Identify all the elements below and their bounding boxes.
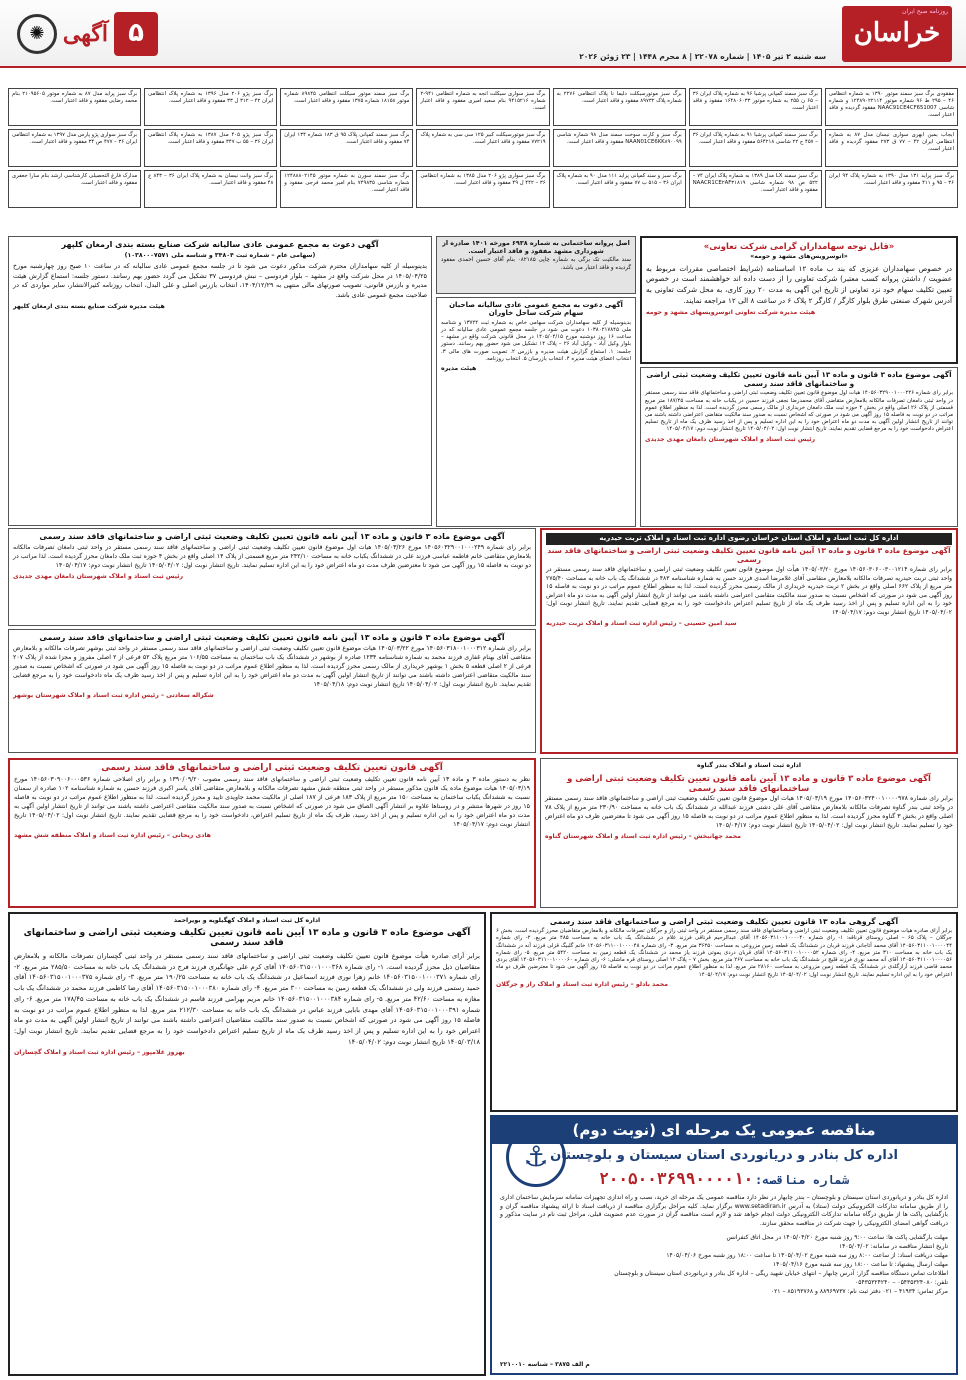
tender-number: ۲۰۰۵۰۰۳۶۹۹۰۰۰۰۱۰ [599,1168,754,1188]
sanaye-meeting-ad [8,236,432,526]
damghan-ad-2 [8,528,536,626]
mashhad6-column [8,758,536,911]
heydarieh-ad-header: اداره کل ثبت اسناد و املاک استان خراسان رضوی اداره ثبت اسناد و املاک تربت حیدریه [546,533,952,545]
lost-permit-title: اصل پروانه ساختمانی به شماره ۶۹۳۸ مورخه ۱۴۰۱ صادره از شهرداری مشهد مفقود و فاقد اعتبار است. [442,239,630,255]
small-ad: برگ سبز موتورسیکلت کبیر ۱۲۵ سی سی به شماره پلاک ۷۷۲۱۹ مفقود و فاقد اعتبار است. [416,129,549,167]
tender-item: تاریخ انتشار مناقصه در سامانه: ۱۴۰۵/۰۴/۰۲ [838,1243,948,1251]
small-ad: برگ سبز سمند سورن به شماره موتور ۱۲۴۸۸۸۰۲۱۴۵ شماره شاسی ۷۴۹۸۳۵ بنام امیر محمد فرجی مفقود و فاقد اعتبار است. [280,170,413,208]
lost-permit-body: سند مالکیت تک برگی به شماره چاپی ۰۸۲۱۸۵ بنام آقای حسین احمدی مفقود گردیده و فاقد اعتبار می باشد. [441,257,631,272]
sahel-meeting-ad [436,297,636,527]
mashhad6-ad-title: آگهی قانون تعیین تکلیف وضعیت ثبتی اراضی و ساختمانهای فاقد سند رسمی [101,763,443,773]
damghan2-column [8,528,536,756]
tender-code: م الف ۳۸۷۵ – شناسه ۲۲۱۰۰۱۰ [500,1360,590,1368]
damghan-ad-1-body: برابر رای شماره ۱۴۰۵۶۰۳۲۹۰۰۱۰۰۰۲۲۶ هیات اول موضوع قانون تعیین تکلیف وضعیت ثبتی اراضی و ساختمانهای فاقد سند رسمی مستقر در واحد ثبتی دامغان تصرفات مالکانه بلامعارض متقاضی آقای محمدرضا نجفی فرزند حسین در یکباب خانه به مساحت ۱۸۷/۴۵ متر مربع قسمتی از پلاک ۲۶ اصلی واقع در بخش ۴ حوزه ثبت ملک دامغان خریداری از مالک رسمی محرز گردیده است. لذا به منظور اطلاع عموم مراتب در دو نوبت به فاصله ۱۵ روز آگهی می شود در صورتی که اشخاص نسبت به صدور سند مالکیت متقاضی اعتراضی داشته باشند می توانند از تاریخ انتشار اولین آگهی به مدت دو ماه اعتراض خود را به این اداره تسلیم و پس از اخذ رسید ظرف یک ماه از تاریخ تسلیم اعتراض دادخواست خود را به مرجع قضایی تقدیم نمایند. تاریخ انتشار نوبت اول: ۱۴۰۵/۰۴/۰۲ تاریخ انتشار نوبت دوم: ۱۴۰۵/۰۴/۱۷ [645,390,954,433]
gonaveh-ad-title: آگهی موضوع ماده ۳ قانون و ماده ۱۳ آیین نامه قانون تعیین تکلیف وضعیت ثبتی اراضی و ساختمانهای فاقد سند رسمی [567,772,931,793]
kohgiluyeh-ad-signature: بهروز غلامپور – رئیس اداره ثبت اسناد و املاک گچساران [14,1049,185,1057]
coop-ad-body: در خصوص سهامداران عزیزی که بند ب ماده ۱۲ اساسنامه (شرایط اختصاصی مقررات مربوط به عضویت / داشتن پروانه کسب معتبر) شرکت تعاونی را از دست داده اند خواهشمند است در خصوص تعیین تکلیف سهام خود نزد تعاونی از تاریخ این آگهی به مدت ۲۰ روز کاری، به محل شرکت تعاونی به آدرس شهرک صنعتی طرق بلوار کارگر / کارگر ۲ پلاک ۶ در ساعت ۸ الی ۱۲ مراجعه نمایند. [646,263,952,306]
anchor-icon: ⚓ [506,1127,566,1187]
tender-item: تلفن: ۰۵۴۳۵۳۲۴۰۸۰ – ۰۵۴۳۵۳۲۴۲۴۰ [855,1279,948,1287]
small-ad: مدارک فارغ التحصیلی کارشناسی ارشد بنام سارا جعفری مفقود و فاقد اعتبار است. [8,170,141,208]
tender-code-text: م الف ۳۸۷۵ [555,1360,590,1368]
kohgiluyeh-ad [8,912,486,1376]
emblem-icon: ✺ [17,14,57,54]
damghan-ad-2-signature: رئیس ثبت اسناد و املاک شهرستان دامغان مهدی جدیدی [13,572,184,580]
page-content [8,88,958,1376]
coop-ad-title: «قابل توجه سهامداران گرامی شرکت تعاونی» [703,241,895,251]
tender-title: مناقصه عمومی یک مرحله ای (نوبت دوم) [492,1117,956,1144]
small-ad: برگ سبز موتورسیکلت دلیما نا پلاک انتظامی ۲۲۷۶ به شماره پلاک ۸۹۷۳۲ مفقود و فاقد اعتبار است. [553,88,686,126]
small-ad: ایجاب یمین ابهری سواری نیسان مدل ۸۷ به شماره انتظامی ایران ۴۲ – ۷۷ ق ۲۷۳ مفقود گردیده و فاقد اعتبار است. [825,129,958,167]
issue-date-line: سه شنبه ۲ تیر ۱۴۰۵ | شماره ۲۲۰۷۸ | ۸ محرم ۱۴۴۸ | ۲۳ ژوئن ۲۰۲۶ [579,52,826,61]
tender-body: اداره کل بنادر و دریانوردی استان سیستان و بلوچستان – بندر چابهار در نظر دارد مناقصه عمومی یک مرحله ای خرید، نصب و راه اندازی تجهیزات سامانه سرمایش ساختمان اداری را از طریق سامانه تدارکات الکترونیکی دولت (ستاد) به آدرس www.setadiran.ir برگزار نماید. کلیه مراحل برگزاری مناقصه از دریافت اسناد تا ارائه پیشنهاد مناقصه گران و بازگشایی پاکت ها از طریق درگاه سامانه تدارکات الکترونیکی دولت انجام خواهد شد و لازم است مناقصه گران در صورت عدم عضویت قبلی، مراحل ثبت نام در سایت مذکور و دریافت گواهی امضای الکترونیکی را جهت شرکت در مناقصه محقق سازند. [499,1193,948,1228]
tender-item: اطلاعات تماس دستگاه مناقصه گزار: آدرس چابهار – انتهای خیابان شهید ریگی – اداره کل بنادر و دریانوردی استان سیستان و بلوچستان [614,1270,948,1278]
damghan-ad-2-body: برابر رای شماره ۱۴۰۵۶۰۳۲۹۰۰۱۰۰۰۲۴۹ مورخ ۱۴۰۵/۰۳/۲۶ هیات اول موضوع قانون تعیین تکلیف وضعیت ثبتی اراضی و ساختمانهای فاقد سند رسمی مستقر در واحد ثبتی دامغان تصرفات مالکانه بلامعارض متقاضی خانم فاطمه عباسی فرزند علی در ششدانگ یکباب خانه به مساحت ۲۴۲/۱۰ متر مربع قسمتی از پلاک ۱۴ اصلی واقع در بخش ۴ حوزه ثبت ملک دامغان محرز گردیده است. لذا مراتب در دو نوبت به فاصله ۱۵ روز آگهی می شود تا معترضین ظرف مدت دو ماه اعتراض خود را به این اداره تسلیم نمایند. تاریخ انتشار نوبت اول: ۱۴۰۵/۰۴/۰۲ تاریخ انتشار نوبت دوم: ۱۴۰۵/۰۴/۱۷ [13,543,531,569]
damghan-ad-1 [640,367,958,527]
sahel-meeting-body: بدینوسیله از کلیه سهامداران شرکت سهامی خاص به شماره ثبت ۱۳۷۲۴ و شناسه ملی ۱۰۳۸۰۲۱۷۸۴۵ دعوت می شود در جلسه مجمع عمومی عادی سالیانه که در ساعت ۱۶ روز دوشنبه مورخ ۱۴۰۵/۰۴/۱۵ در محل قانونی شرکت واقع در مشهد – بلوار وکیل آباد – وکیل آباد ۲۶ – پلاک ۱۴ تشکیل می شود حضور بهم رسانند. دستور جلسه: ۱. استماع گزارش هیئت مدیره و بازرس ۲. تصویب صورت های مالی ۳. انتخاب اعضای هیئت مدیره ۴. انتخاب بازرسان ۵. انتخاب روزنامه. [441,319,631,362]
razjargalan-column [490,912,958,1375]
tender-number-label: شماره مناقصه: [754,1172,849,1187]
section-label [8,12,158,56]
small-ad: برگ سبز وانت نیسان به شماره پلاک ایران ۳۶ – ۸۴۳ ع ۴۸ مفقود و فاقد اعتبار است. [144,170,277,208]
razjargalan-ad [490,912,958,1112]
bushehr-ad [8,629,536,753]
mashhad6-ad-signature: هادی ریحانی – رئیس اداره ثبت اسناد و املاک منطقه شش مشهد [14,831,211,839]
tender-id-text: شناسه ۲۲۱۰۰۱۰ [500,1360,548,1368]
lost-permit-ad [436,236,636,294]
kohgiluyeh-ad-header: اداره کل ثبت اسناد و املاک کهگیلویه و بویراحمد [173,917,321,924]
gonaveh-ad-body: برابر رای شماره ۱۴۰۵۶۰۳۲۴۰۰۱۰۰۰۰۹۷۸ مورخ ۱۴۰۵/۰۳/۱۹ هیات اول موضوع قانون تعیین تکلیف وضعیت ثبتی اراضی و ساختمانهای فاقد سند رسمی مستقر در واحد ثبتی بندر گناوه تصرفات مالکانه بلامعارض متقاضی آقای علی دشتی فرزند عبدالله در ششدانگ یک باب خانه به مساحت ۲۳۰/۹۰ متر مربع از پلاک ۷۸ اصلی واقع در بخش ۳ گناوه محرز گردیده است. لذا به منظور اطلاع عموم مراتب در دو نوبت به فاصله ۱۵ روز آگهی می شود تا معترضین ظرف دو ماه اعتراض خود را تسلیم نمایند. تاریخ انتشار نوبت اول: ۱۴۰۵/۰۴/۰۲ تاریخ انتشار نوبت دوم: ۱۴۰۵/۰۴/۱۷ [545,794,953,829]
tender-item: مهلت ارسال پیشنهاد: تا ساعت ۱۸:۰۰ روز سه شنبه مورخ ۱۴۰۵/۰۴/۱۶ [772,1261,948,1269]
small-ad: مفقودی برگ سبز سمند موتور ۱۳۹۰ به شماره انتظامی ۴۶ – ۲۹۵ ط ۹۶ شماره موتور ۱۲۴۸۹۰۲۲۱۱۴ و شماره شاسی NAAC91CE4CF651007 مفقود گردیده و فاقد اعتبار است. [825,88,958,126]
gonaveh-ad-header: اداره ثبت اسناد و املاک بندر گناوه [697,762,801,769]
small-ads-grid [8,88,958,208]
kohgiluyeh-ad-title: آگهی موضوع ماده ۳ قانون و ماده ۱۳ آیین نامه قانون تعیین تکلیف وضعیت ثبتی اراضی و ساختمانهای فاقد سند رسمی [23,927,471,949]
center-column [436,236,636,530]
gonabad-column [540,758,958,911]
sahel-meeting-signature: هیئت مدیره [441,365,477,373]
small-ad: برگ سبز و سند کمپانی پراید ۱۱۱ مدل ۹۰ به شماره پلاک ایران ۳۶ – ۵۱۵ ب ۷۷ مفقود و فاقد اعتبار است. [553,170,686,208]
kohgiluyeh-column [8,912,486,1379]
small-ad: برگ سبز پراید مدل ۸۷ به شماره موتور ۲۱۰۹۵۶۰۵ بنام محمد رضایی مفقود و فاقد اعتبار است. [8,88,141,126]
brand-subtitle: روزنامه صبح ایران [902,8,948,15]
small-ad: برگ سبز سمند LX مدل ۱۳۸۹ به شماره پلاک ایران ۷۴ – ۵۲۲ ص ۹۸ شماره شاسی NAACR1CE۲AF۳۱۸۱۹ مفقود و فاقد اعتبار است. [689,170,822,208]
small-ad: برگ سبز سمند کمپانی پلاک ۹۵ ق ۱۸۳ شماره ۱۳۴ ایران ۷۴ مفقود و فاقد اعتبار است. [280,129,413,167]
small-ad: برگ سبز و کارت سوخت سمند مدل ۹۸ شماره شاسی NAAN01CE6KK۸۹۰۰۹۹ مفقود و فاقد اعتبار است. [553,129,686,167]
tender-item: مهلت دریافت اسناد: از ساعت ۸:۰۰ روز سه شنبه مورخ ۱۴۰۵/۰۴/۰۲ تا ساعت ۱۸:۰۰ روز شنبه مورخ ۱۴۰۵/۰۴/۰۶ [666,1252,948,1260]
heydarieh-ad-signature: سید امین حسینی – رئیس اداره ثبت اسناد و املاک تربت حیدریه [546,619,737,627]
razjargalan-ad-title: آگهی گروهی ماده ۱۳ قانون تعیین تکلیف وضعیت ثبتی اراضی و ساختمانهای فاقد سند رسمی [549,917,899,926]
masthead [0,0,966,86]
gonaveh-ad [540,758,958,908]
brand-name: خراسان [853,18,941,49]
bushehr-ad-signature: شکراله سعادتی – رئیس اداره ثبت اسناد و املاک شهرستان بوشهر [13,691,214,699]
sahel-meeting-title: آگهی دعوت به مجمع عمومی عادی سالیانه صاحبان سهام شرکت ساحل خاوران [449,301,623,318]
razjargalan-ad-signature: محمد بادلو – رئیس اداره ثبت اسناد و املاک راز و جرگلان [496,980,669,988]
right-column [640,236,958,530]
heydarieh-ad [540,528,958,754]
small-ad: برگ سبز سمند موتور سیکلت انتظامی ۸۹۸۴۵ شماره موتور ۱۸۱۵۸ شماره ۱۳۷۵ مفقود و فاقد اعتبار است. [280,88,413,126]
bushehr-ad-body: برابر رای شماره ۱۴۰۵۶۰۳۱۸۰۰۱۰۰۰۳۱۲ مورخ ۱۴۰۵/۰۳/۲۲ هیات موضوع قانون تعیین تکلیف وضعیت ثبتی اراضی و ساختمانهای فاقد سند رسمی مستقر در واحد ثبتی بوشهر تصرفات مالکانه و بلامعارض متقاضی آقای بهنام غفاری فرزند محمد به شماره شناسنامه ۱۲۳۴ صادره از بوشهر در ششدانگ یک باب ساختمان به مساحت ۱۰۶/۵۵ متر مربع پلاک ۵۲ فرعی از ۲ اصلی مفروز و مجزا شده از پلاک ۲۰۷ فرعی از ۲ اصلی قطعه ۵ بخش ۱ بوشهر خریداری از مالک رسمی محرز گردیده است. لذا به منظور اطلاع عموم مراتب در دو نوبت به فاصله ۱۵ روز آگهی می شود در صورتی که اشخاص نسبت به صدور سند مالکیت متقاضی اعتراضی داشته باشند می توانند از تاریخ انتشار اولین آگهی به مدت دو ماه اعتراض خود را به این اداره تسلیم و پس از اخذ رسید ظرف یک ماه دادخواست خود را به مرجع قضایی تقدیم نمایند. تاریخ انتشار نوبت اول: ۱۴۰۵/۰۴/۰۲ تاریخ انتشار نوبت دوم: ۱۴۰۵/۰۴/۱۸ [13,644,531,688]
sanaye-meeting-signature: هیئت مدیره شرکت صنایع بسته بندی ارمغان کلپهر [13,302,165,310]
coop-ad [640,236,958,364]
sanaye-meeting-title: آگهی دعوت به مجمع عمومی عادی سالیانه شرکت صنایع بسته بندی ارمغان کلپهر [61,240,379,249]
tender-org: اداره کل بنادر و دریانوردی استان سیستان و بلوچستان [550,1147,898,1163]
bushehr-ad-title: آگهی موضوع ماده ۳ قانون و ماده ۱۳ آیین نامه قانون تعیین تکلیف وضعیت ثبتی اراضی و ساختمانهای فاقد سند رسمی [39,633,505,642]
heydarieh-column [540,528,958,757]
left-top-column [8,236,432,529]
small-ad: برگ سبز سواری سیکلت انجه به شماره انتظامی ۹۴۱-۲ شماره ۹۴۱۵۲۱۶ بنام سعید امیری مفقود و فاقد اعتبار است. [416,88,549,126]
small-ad: برگ سبز سواری پژو پارس مدل ۱۳۹۷ به شماره انتظامی ایران ۳۶ – ۴۷۷ ص ۳۴ مفقود و فاقد اعتبار است. [8,129,141,167]
mashhad6-ad-body: نظر به دستور ماده ۳ و ماده ۱۳ آیین نامه قانون تعیین تکلیف وضعیت ثبتی اراضی و ساختمانهای فاقد سند رسمی مصوب ۱۳۹۰/۰۹/۲۰ و برابر رای اصلاحی شماره ۱۴۰۵۶۰۳۰۹۰۰۶۰۰۰۵۳۶ مورخ ۱۴۰۵/۰۳/۱۹ هیات موضوع ماده یک قانون مذکور مستقر در واحد ثبتی منطقه شش مشهد تصرفات مالکانه و بلامعارض متقاضی آقای یاسر اکبری فرزند حسین به شماره شناسنامه ۱۰۲ صادره از سمنان نسبت به ششدانگ یکباب ساختمان به مساحت ۱۵۰ متر مربع از پلاک ۱۸۳ فرعی از ۱۸۷ اصلی از مالکیت محمد جاویدی تایید و محرز گردیده است. لذا به منظور اطلاع عموم مراتب در دو نوبت به فاصله ۱۵ روز در شهرها منتشر و در روستاها علاوه بر انتشار آگهی الصاق می شود در صورتی که اشخاص نسبت به صدور سند مالکیت متقاضی اعتراضی داشته باشند می توانند از تاریخ انتشار اولین آگهی به مدت دو ماه اعتراض خود را به این اداره تسلیم و پس از اخذ رسید، ظرف یک ماه از تاریخ تسلیم اعتراض، دادخواست خود را به مرجع قضایی تقدیم نمایند. تاریخ انتشار نوبت اول: ۱۴۰۵/۰۴/۰۲ تاریخ انتشار نوبت دوم: ۱۴۰۵/۰۴/۱۷ [14,775,530,828]
small-ad: برگ سبز پراید ۱۳۱ مدل ۱۳۹۰ به شماره پلاک ۹۴ ایران ۳۶ – ۹۵ و ۴۱۱ مفقود و فاقد اعتبار است. [825,170,958,208]
small-ad: برگ سبز پژو ۲۰۶ مدل ۱۳۹۶ به شماره پلاک انتظامی ایران ۴۲ – ۳۱۲ ل ۳۳ مفقود و فاقد اعتبار است. [144,88,277,126]
razjargalan-ad-body: برابر آرای صادره هیات موضوع قانون تعیین تکلیف وضعیت ثبتی اراضی و ساختمانهای فاقد سند رسمی مستقر در واحد ثبتی راز و جرگلان تصرفات مالکانه و بلامعارض متقاضیان محرز گردیده است. بخش ۶ جرگلان – پلاک ۶۵ – اصلی روستای قرناقه: ۱- رای شماره ۱۴۰۵۶۰۳۱۱۰۰۱۰۰۰۰۴۰ آقای عبدالرحیم قرناقی فرزند غلام در ششدانگ یک باب خانه به مساحت ۴۸۵ متر مربع. ۲- رای شماره ۱۴۰۵۶۰۳۱۱۰۰۱۰۰۰۰۴۴ آقای محمد آتاجانی فرزند قربان در ششدانگ یک قطعه زمین مزروعی به مساحت ۳۶۲۵۰ متر مربع. ۳- رای شماره ۱۴۰۵۶۰۳۱۱۰۰۱۰۰۰۰۴۸ خانم گلبیگ قزلی فرزند آنه در ششدانگ یک باب خانه به مساحت ۳۱۰ متر مربع. ۴- رای شماره ۱۴۰۵۶۰۳۱۱۰۰۱۰۰۰۰۵۲ آقای قربان دردی یموتی فرزند یاز محمد در ششدانگ یک قطعه زمین به مساحت ۵۴۲۰ متر مربع. ۵- رای شماره ۱۴۰۵۶۰۳۱۱۰۰۱۰۰۰۰۵۶ آقای آنه محمد نوری فرزند قلیچ در ششدانگ یک باب خانه به مساحت ۲۶۷ متر مربع. بخش ۷ – پلاک ۱۲ اصلی روستای قره ماشلی: ۶- رای شماره ۱۴۰۵۶۰۳۱۱۰۰۱۰۰۰۰۶۰ آقای بردی محمد قاضی فرزند آرازگلدی در ششدانگ یک قطعه زمین مزروعی به مساحت ۲۸۱۶۰ متر مربع. لذا به منظور اطلاع عموم مراتب در دو نوبت به فاصله ۱۵ روز آگهی می شود تا معترضین ظرف دو ماه اعتراض خود را به این اداره تسلیم نمایند. تاریخ انتشار نوبت اول: ۱۴۰۵/۰۴/۰۲ تاریخ انتشار نوبت دوم: ۱۴۰۵/۰۴/۱۷ [496,928,952,978]
small-ad: برگ سبز سواری پژو ۲۰۶ مدل ۱۳۸۵ به شماره انتظامی ۳۶ – ۴۴۲ ل ۴۹ مفقود و فاقد اعتبار است. [416,170,549,208]
kohgiluyeh-ad-body: برابر آرای صادره هیأت موضوع قانون تعیین تکلیف وضعیت ثبتی اراضی و ساختمانهای فاقد سند رسمی مستقر در واحد ثبتی گچساران تصرفات مالکانه و بلامعارض متقاضیان ذیل محرز گردیده است. ۱- رای شماره ۱۴۰۵۶۰۳۱۵۰۰۱۰۰۰۳۶۸ آقای کرم علی جهانگیری فرزند فرج در ششدانگ یک باب خانه به مساحت ۲۸۵/۵۰ متر مربع. ۲- رای شماره ۱۴۰۵۶۰۳۱۵۰۰۱۰۰۰۳۷۱ خانم زهرا نوری فرزند اسماعیل در ششدانگ یک باب خانه به مساحت ۱۹۰/۲۵ متر مربع. ۳- رای شماره ۱۴۰۵۶۰۳۱۵۰۰۱۰۰۰۳۷۵ آقای حمید رستمی فرزند ولی در ششدانگ یک قطعه زمین به مساحت ۳۰۰ متر مربع. ۴- رای شماره ۱۴۰۵۶۰۳۱۵۰۰۱۰۰۰۳۸۰ آقای رضا کاظمی فرزند محمد در ششدانگ یک باب مغازه به مساحت ۴۲/۶۰ متر مربع. ۵- رای شماره ۱۴۰۵۶۰۳۱۵۰۰۱۰۰۰۳۸۴ خانم مریم بهرامی فرزند قاسم در ششدانگ یک باب خانه به مساحت ۱۷۸/۴۵ متر مربع. ۶- رای شماره ۱۴۰۵۶۰۳۱۵۰۰۱۰۰۰۳۹۱ آقای مهدی بابایی فرزند عباس در ششدانگ یک باب خانه به مساحت ۲۱۲/۳۰ متر مربع. لذا به منظور اطلاع عموم مراتب در دو نوبت به فاصله ۱۵ روز آگهی می شود در صورتی که اشخاص نسبت به صدور سند مالکیت متقاضیان اعتراضی داشته باشند می توانند از تاریخ انتشار اولین آگهی به مدت دو ماه اعتراض خود را به این اداره تسلیم و پس از اخذ رسید ظرف یک ماه از تاریخ تسلیم اعتراض دادخواست خود را به مرجع قضایی تقدیم نمایند. تاریخ انتشار نوبت اول: ۱۴۰۵/۰۳/۱۸ تاریخ انتشار نوبت دوم: ۱۴۰۵/۰۴/۰۲ [14,952,481,1046]
tender-item: مهلت بارگشایی پاکت ها: ساعت ۹:۰۰ روز شنبه مورخ ۱۴۰۵/۰۴/۲۰ در محل اتاق کنفرانس [726,1234,948,1242]
small-ad: برگ سبز سمند کمپانی پرشیا ۹۶ به شماره پلاک ایران ۳۶ – ۶۵ ن ۲۵۵ به شماره موتور ۱۶۴۸۰۶۰۳۳ مفقود و فاقد اعتبار است. [689,88,822,126]
mashhad6-ad [8,758,536,908]
heydarieh-ad-title: آگهی موضوع ماده ۳ قانون و ماده ۱۳ آیین نامه قانون تعیین تکلیف وضعیت ثبتی اراضی و ساختمانهای فاقد سند رسمی [547,545,951,564]
sanaye-meeting-subtitle: (سهامی عام – شماره ثبت ۳۴۸۰۴ و شناسه ملی ۱۰۳۸۰۰۰۷۵۷۱) [124,251,316,259]
coop-ad-signature: هیئت مدیره شرکت تعاونی اتوسرویسهای مشهد و حومه [646,308,816,316]
small-ad: برگ سبز پژو ۴۰۵ مدل ۱۳۸۷ به شماره پلاک انتظامی ایران ۳۶ – ۵۵ ب ۳۴۷ مفقود و فاقد اعتبار است. [144,129,277,167]
small-ads-area [8,88,958,208]
damghan-ad-1-title: آگهی موضوع ماده ۳ قانون و ماده ۱۳ آیین نامه قانون تعیین تکلیف وضعیت ثبتی اراضی و ساختمانهای فاقد سند رسمی [646,370,952,388]
section-title: آگهی [62,20,108,47]
coop-ad-subtitle: «اتوسرویس‌های مشهد و حومه» [750,253,848,261]
sanaye-meeting-body: بدینوسیله از کلیه سهامداران محترم شرکت مذکور دعوت می شود تا در جلسه مجمع عمومی عادی سالیانه که در ساعت ۱۰ صبح روز چهارشنبه مورخ ۱۴۰۵/۰۴/۲۵ در محل شرکت واقع در مشهد – بلوار فردوسی – نبش فردوسی ۳۷ تشکیل می گردد حضور بهم رسانند. دستور جلسه: استماع گزارش هیئت مدیره و بازرس قانونی، تصویب صورتهای مالی منتهی به ۱۴۰۴/۱۲/۲۹، انتخاب بازرس اصلی و علی البدل، انتخاب روزنامه کثیرالانتشار، سایر مواردی که در صلاحیت مجمع عمومی عادی باشد. [13,262,427,299]
small-ad: برگ سبز سمند کمپانی پرشیا ۹۱ به شماره پلاک ایران ۳۶ – ۴۵۷ ج ۲۲ شاسی ۵۶۴۲۱۸ مفقود و فاقد اعتبار است. [689,129,822,167]
heydarieh-ad-body: برابر رای شماره ۱۴۰۵۶۰۳۰۶۰۰۳۰۰۱۲۱۴ مورخ ۱۴۰۵/۰۳/۲۰ هیأت اول موضوع قانون تعیین تکلیف وضعیت ثبتی اراضی و ساختمانهای فاقد سند رسمی مستقر در واحد ثبتی تربت حیدریه تصرفات مالکانه بلامعارض متقاضی آقای غلامرضا اسدی فرزند حسن به شماره شناسنامه ۴۸۳ در ششدانگ یک باب خانه به مساحت ۲۷۵/۴۰ متر مربع از پلاک ۶۶۲ اصلی واقع در بخش ۲ تربت حیدریه خریداری از مالک رسمی محرز گردیده است. لذا به منظور اطلاع عموم مراتب در دو نوبت به فاصله ۱۵ روز آگهی می شود در صورتی که اشخاص نسبت به صدور سند مالکیت متقاضی اعتراضی داشته باشند می توانند از تاریخ انتشار اولین آگهی به مدت دو ماه اعتراض خود را به این اداره تسلیم و پس از اخذ رسید ظرف یک ماه از تاریخ تسلیم اعتراض دادخواست خود را به مرجع قضایی تقدیم نمایند. تاریخ انتشار نوبت اول: ۱۴۰۵/۰۴/۰۲ تاریخ انتشار نوبت دوم: ۱۴۰۵/۰۴/۱۷ [546,566,952,616]
tender-ad [490,1115,958,1375]
damghan-ad-1-signature: رئیس ثبت اسناد و املاک شهرستان دامغان مهدی جدیدی [645,435,816,443]
page-number: ۵ [114,12,158,56]
damghan-ad-2-title: آگهی موضوع ماده ۳ قانون و ماده ۱۳ آیین نامه قانون تعیین تکلیف وضعیت ثبتی اراضی و ساختمانهای فاقد سند رسمی [39,532,505,541]
gonaveh-ad-signature: محمد جهانبخش – رئیس اداره ثبت اسناد و املاک شهرستان گناوه [545,832,741,840]
tender-item: مرکز تماس: ۴۱۹۳۴ – ۰۲۱ دفتر ثبت نام: ۸۸۹۶۹۷۳۷ و ۸۵۱۹۳۷۶۸ – ۰۲۱ [770,1288,948,1296]
tender-items [492,1233,956,1296]
